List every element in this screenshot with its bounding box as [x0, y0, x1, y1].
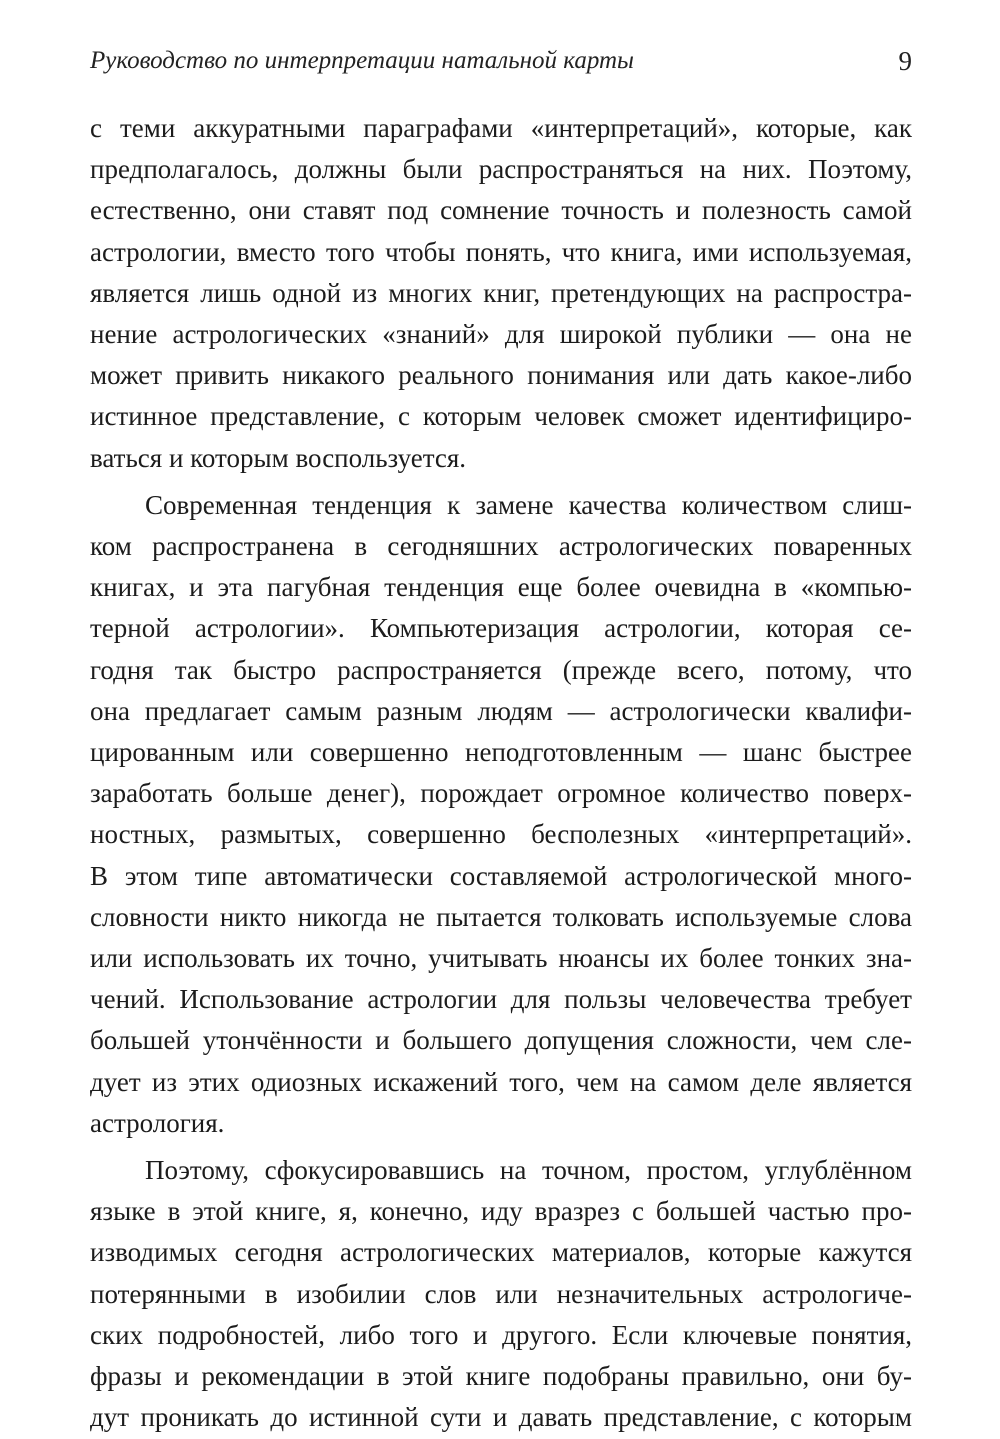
text-line: естественно, они ставят под сомнение точность и полезность самой — [90, 195, 912, 226]
text-line: ских подробностей, либо того и другого. Если ключевые понятия, — [90, 1319, 912, 1350]
text-line: может привить никакого реального понимания или дать какое-либо — [90, 360, 912, 391]
paragraph-2 — [90, 485, 912, 1144]
text-line: фразы и рекомендации в этой книге подобраны правильно, они бу- — [90, 1361, 912, 1392]
text-line: книгах, и эта пагубная тенденция еще более очевидна в «компью- — [90, 572, 912, 603]
body-text — [90, 108, 912, 1439]
paragraph-3 — [90, 1150, 912, 1438]
text-line: астрологии, вместо того чтобы понять, что книга, ими используемая, — [90, 236, 912, 267]
text-line: Современная тенденция к замене качества количеством слиш- — [145, 489, 912, 520]
text-line: нение астрологических «знаний» для широкой публики — она не — [90, 319, 912, 350]
text-line: большей утончённости и большего допущения сложности, чем сле- — [90, 1025, 912, 1056]
running-header — [90, 44, 912, 84]
text-line: истинное представление, с которым человек сможет идентифициро- — [90, 401, 912, 432]
text-line: потерянными в изобилии слов или незначительных астрологиче- — [90, 1278, 912, 1309]
text-line: словности никто никогда не пытается толковать используемые слова — [90, 901, 912, 932]
text-line: дует из этих одиозных искажений того, чем на самом деле является — [90, 1066, 912, 1097]
text-line: заработать больше денег), порождает огромное количество поверх- — [90, 778, 912, 809]
text-line: астрология. — [90, 1107, 225, 1138]
text-line: ностных, размытых, совершенно бесполезных «интерпретаций». — [90, 819, 912, 850]
text-line: с теми аккуратными параграфами «интерпретаций», которые, как — [90, 113, 912, 143]
text-line: ком распространена в сегодняшних астрологических поваренных — [90, 531, 912, 562]
text-line: она предлагает самым разным людям — астрологически квалифи- — [90, 695, 912, 726]
text-line: является лишь одной из многих книг, претендующих на распростра- — [90, 277, 912, 308]
text-line: чений. Использование астрологии для пользы человечества требует — [90, 984, 912, 1015]
running-header-title: Руководство по интерпретации натальной карты — [90, 47, 634, 74]
text-line: языке в этой книге, я, конечно, иду вразрез с большей частью про- — [90, 1196, 912, 1227]
text-line: дут проникать до истинной сути и давать представление, с которым — [90, 1402, 912, 1433]
text-line: В этом типе автоматически составляемой астрологической много- — [90, 860, 912, 891]
text-line: Поэтому, сфокусировавшись на точном, простом, углублённом — [145, 1155, 912, 1186]
text-line: предполагалось, должны были распространяться на них. Поэтому, — [90, 154, 912, 185]
text-line: цированным или совершенно неподготовленным — шанс быстрее — [90, 737, 912, 768]
text-line: ваться и которым воспользуется. — [90, 442, 467, 473]
text-line: терной астрологии». Компьютеризация астрологии, которая се- — [90, 613, 912, 644]
text-line: изводимых сегодня астрологических материалов, которые кажутся — [90, 1237, 912, 1268]
paragraph-1 — [90, 108, 912, 479]
text-line: или использовать их точно, учитывать нюансы их более тонких зна- — [90, 943, 912, 974]
text-line: годня так быстро распространяется (прежде всего, потому, что — [90, 654, 912, 685]
page-number: 9 — [898, 46, 912, 76]
